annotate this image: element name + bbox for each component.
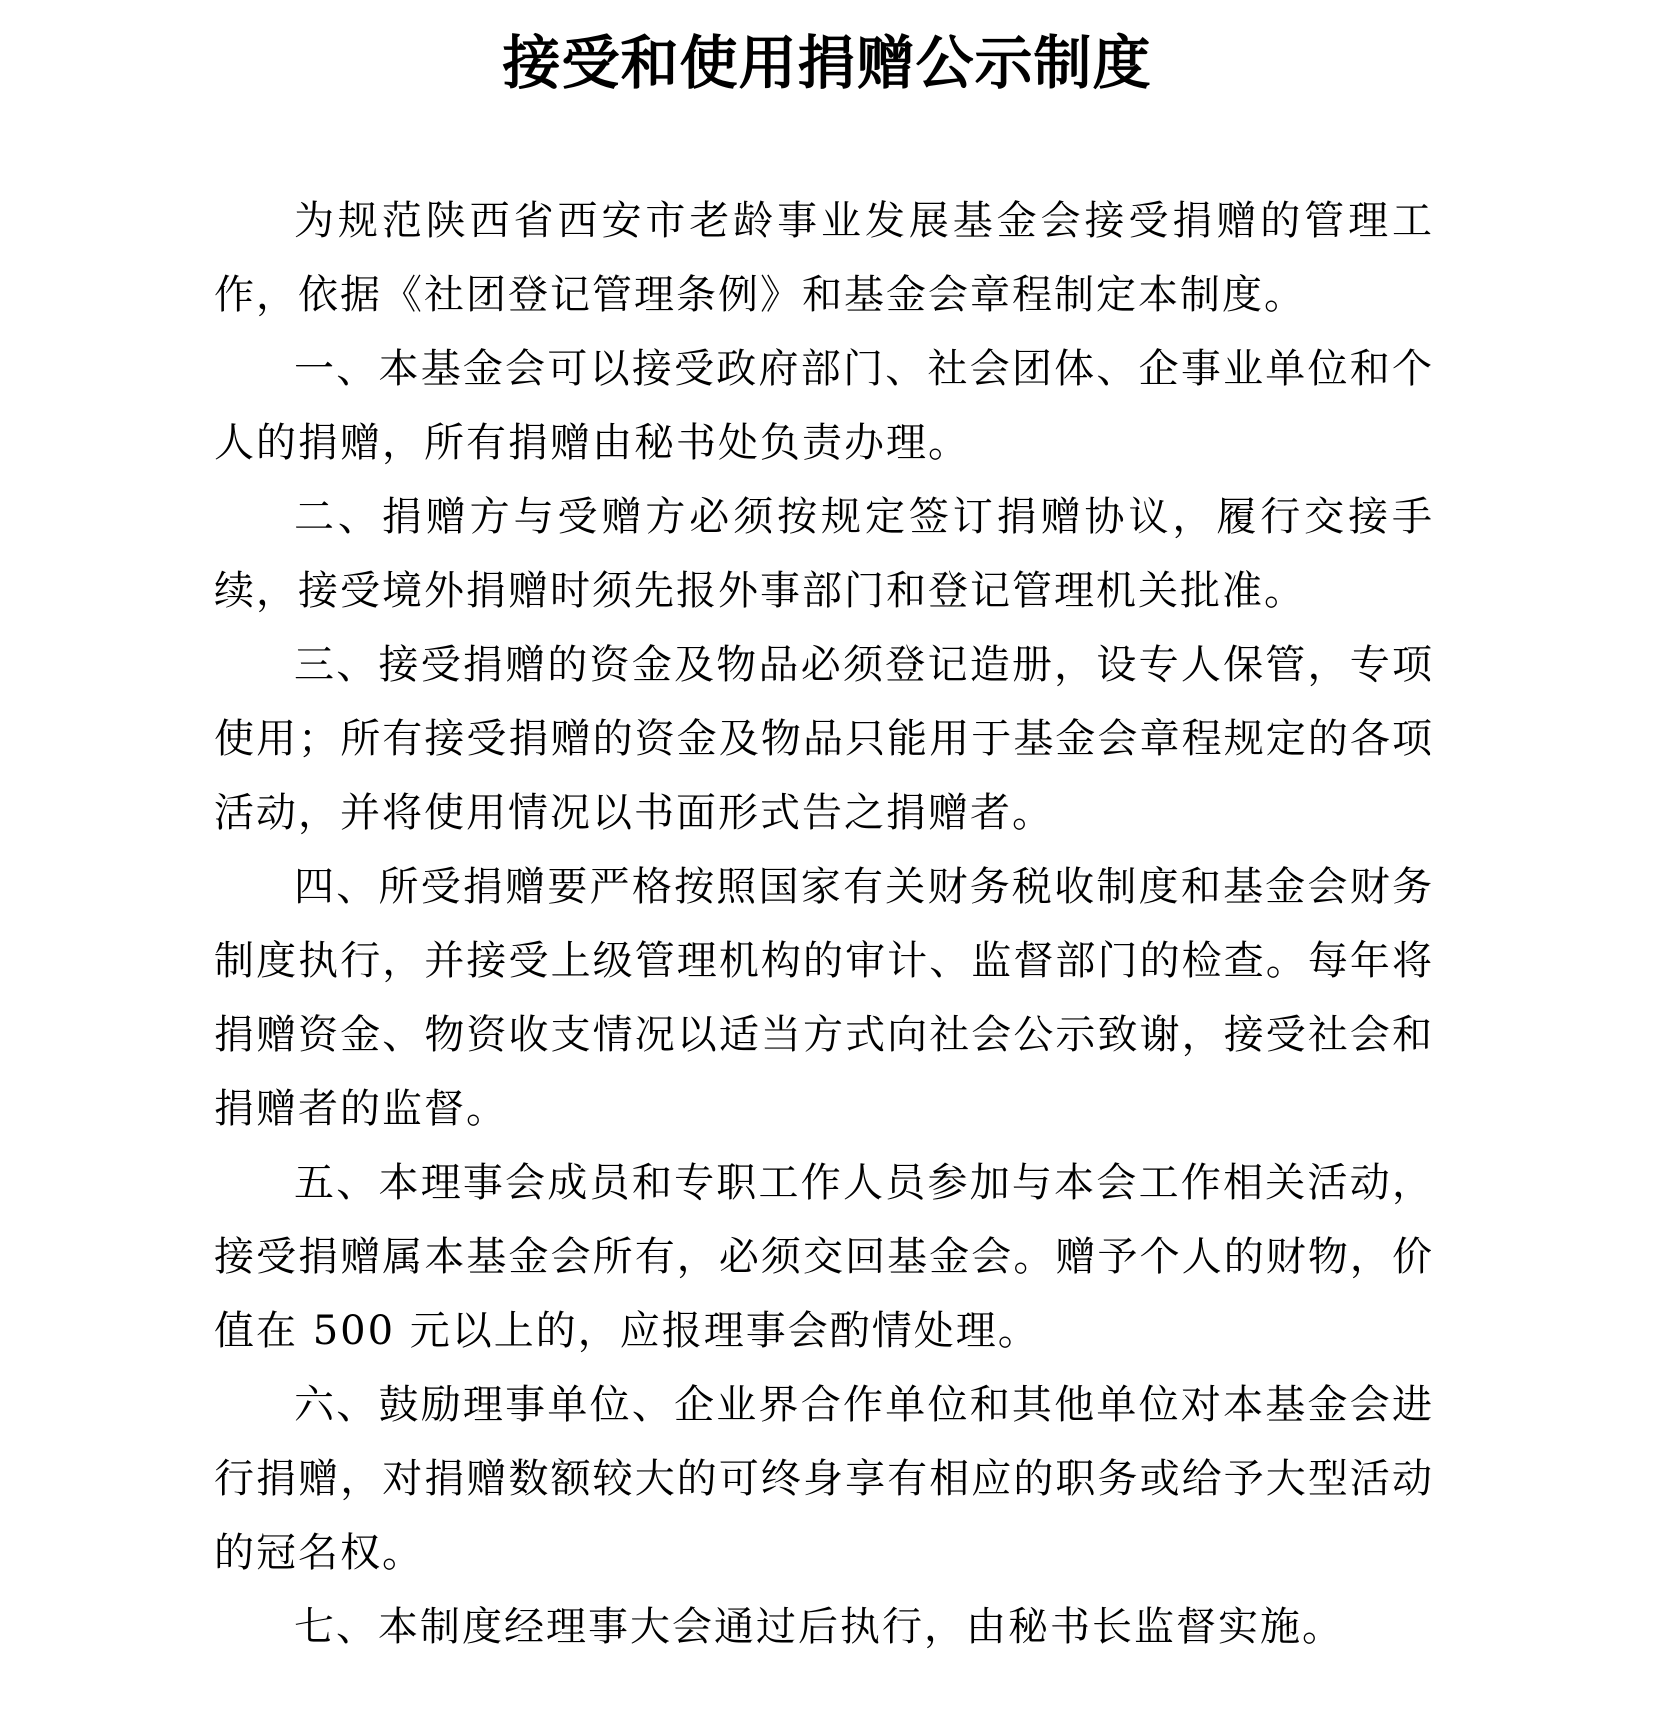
paragraph-article-7: 七、本制度经理事大会通过后执行，由秘书长监督实施。 bbox=[294, 1604, 1344, 1650]
paragraph-article-2: 二、捐赠方与受赠方必须按规定签订捐赠协议，履行交接手续，接受境外捐赠时须先报外事部门和登记管理机关批准。 bbox=[214, 494, 1434, 614]
document-title: 接受和使用捐赠公示制度 bbox=[502, 29, 1152, 97]
paragraph-article-6: 六、鼓励理事单位、企业界合作单位和其他单位对本基金会进行捐赠，对捐赠数额较大的可终身享有相应的职务或给予大型活动的冠名权。 bbox=[214, 1382, 1434, 1576]
paragraph-article-4: 四、所受捐赠要严格按照国家有关财务税收制度和基金会财务制度执行，并接受上级管理机构的审计、监督部门的检查。每年将捐赠资金、物资收支情况以适当方式向社会公示致谢，接受社会和捐赠者的监督。 bbox=[214, 864, 1434, 1132]
paragraph-article-5: 五、本理事会成员和专职工作人员参加与本会工作相关活动，接受捐赠属本基金会所有，必须交回基金会。赠予个人的财物，价值在 500 元以上的，应报理事会酌情处理。 bbox=[214, 1160, 1434, 1354]
paragraph-preamble: 为规范陕西省西安市老龄事业发展基金会接受捐赠的管理工作，依据《社团登记管理条例》和基金会章程制定本制度。 bbox=[214, 198, 1434, 318]
paragraph-article-3: 三、接受捐赠的资金及物品必须登记造册，设专人保管，专项使用；所有接受捐赠的资金及物品只能用于基金会章程规定的各项活动，并将使用情况以书面形式告之捐赠者。 bbox=[214, 642, 1434, 836]
paragraph-article-1: 一、本基金会可以接受政府部门、社会团体、企事业单位和个人的捐赠，所有捐赠由秘书处负责办理。 bbox=[214, 346, 1434, 466]
document-body bbox=[214, 184, 1434, 1664]
